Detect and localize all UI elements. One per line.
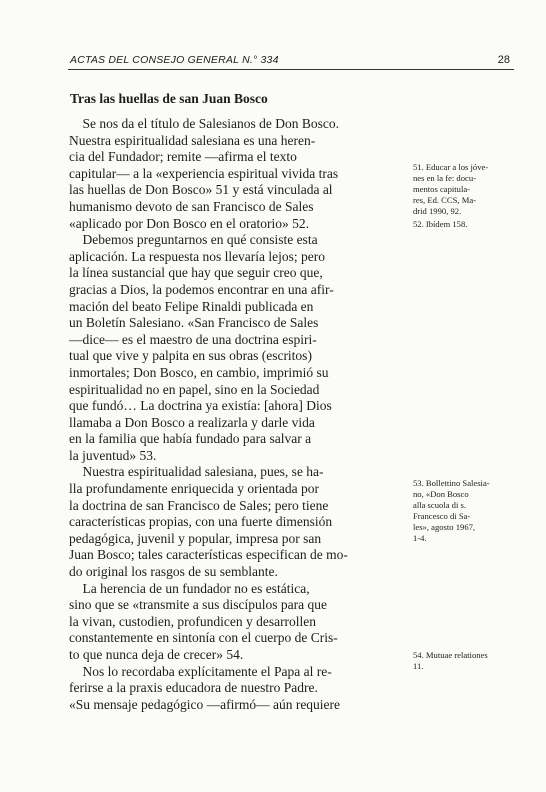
body-line: Nuestra espiritualidad salesiana es una heren- xyxy=(69,132,316,148)
body-line: inmortales; Don Bosco, en cambio, imprimió su xyxy=(69,364,329,380)
body-line: Se nos da el título de Salesianos de Don Bosco. xyxy=(69,116,339,131)
footnote-line: no, «Don Bosco xyxy=(413,489,469,499)
footnote-line: alla scuola di s. xyxy=(413,500,466,510)
section-title: Tras las huellas de san Juan Bosco xyxy=(70,91,268,106)
footnote-line: nes en la fe: docu- xyxy=(413,173,476,183)
footnote-54 xyxy=(413,650,523,672)
body-line: —dice— es el maestro de una doctrina espiri- xyxy=(69,331,317,347)
body-line: Nos lo recordaba explícitamente el Papa al re- xyxy=(69,663,332,679)
body-line: to que nunca deja de crecer» 54. xyxy=(69,647,244,662)
body-line: Debemos preguntarnos en qué consiste esta xyxy=(69,232,318,248)
body-line: constantemente en sintonía con el cuerpo de Cris- xyxy=(69,630,338,646)
footnote-line: 54. Mutuae relationes xyxy=(413,650,488,660)
body-line: un Boletín Salesiano. «San Francisco de Sales xyxy=(69,315,319,331)
body-line: do original los rasgos de su semblante. xyxy=(69,564,278,580)
body-line: las huellas de Don Bosco» 51 y está vinculada al xyxy=(69,182,333,198)
running-header: ACTAS DEL CONSEJO GENERAL N.° 334 xyxy=(70,54,279,66)
body-line: tual que vive y palpita en sus obras (escritos) xyxy=(69,348,312,364)
footnote-line: 1-4. xyxy=(413,533,427,543)
body-line: ferirse a la praxis educadora de nuestro Padre. xyxy=(69,680,318,696)
page-number: 28 xyxy=(497,54,510,66)
footnote-53 xyxy=(413,478,523,544)
body-line: la vivan, custodien, profundicen y desarrollen xyxy=(69,613,317,629)
footnote-line: les», agosto 1967, xyxy=(413,522,476,532)
body-line: gracias a Dios, la podemos encontrar en una afir- xyxy=(69,281,334,297)
body-line: la doctrina de san Francisco de Sales; pero tiene xyxy=(69,497,329,513)
header-rule xyxy=(68,69,514,70)
body-text xyxy=(69,116,391,713)
body-line: «Su mensaje pedagógico —afirmó— aún requiere xyxy=(69,696,341,712)
footnote-line: 52. Ibídem 158. xyxy=(413,219,468,229)
footnote-line: 11. xyxy=(413,661,424,671)
footnote-line: 51. Educar a los jóve- xyxy=(413,162,489,172)
footnote-line: res, Ed. CCS, Ma- xyxy=(413,195,477,205)
body-line: capitular— a la «experiencia espiritual vivida tras xyxy=(69,165,339,181)
body-line: en la familia que había fundado para salvar a xyxy=(69,431,312,447)
footnote-line: mentos capitula- xyxy=(413,184,471,194)
body-line: «aplicado por Don Bosco en el oratorio» 52. xyxy=(69,215,309,231)
body-line: características propias, con una fuerte dimensión xyxy=(69,514,333,530)
body-line: mación del beato Felipe Rinaldi publicada en xyxy=(69,298,314,314)
body-line: que fundó… La doctrina ya existía: [ahora] Dios xyxy=(69,398,332,414)
body-line: Nuestra espiritualidad salesiana, pues, se ha- xyxy=(69,464,324,480)
body-line: lla profundamente enriquecida y orientada por xyxy=(69,481,320,497)
footnote-51 xyxy=(413,162,523,217)
body-line: La herencia de un fundador no es estática, xyxy=(69,580,310,596)
body-line: llamaba a Don Bosco a realizarla y darle vida xyxy=(69,414,315,430)
footnote-line: Francesco di Sa- xyxy=(413,511,471,521)
footnote-line: 53. Bollettino Salesia- xyxy=(413,478,490,488)
body-line: cia del Fundador; remite —afirma el texto xyxy=(69,149,297,165)
body-line: la juventud» 53. xyxy=(69,447,157,463)
body-line: aplicación. La respuesta nos llevaría lejos; pero xyxy=(69,248,326,264)
body-line: sino que se «transmite a sus discípulos para que xyxy=(69,597,327,613)
body-line: espiritualidad no en papel, sino en la Sociedad xyxy=(69,381,320,397)
body-line: humanismo devoto de san Francisco de Sales xyxy=(69,198,314,214)
footnote-52 xyxy=(413,219,523,230)
body-line: pedagógica, juvenil y popular, impresa por san xyxy=(69,530,322,546)
footnote-line: drid 1990, 92. xyxy=(413,206,462,216)
body-line: Juan Bosco; tales características especifican de mo- xyxy=(69,547,348,563)
body-line: la línea sustancial que hay que seguir creo que, xyxy=(69,265,323,281)
